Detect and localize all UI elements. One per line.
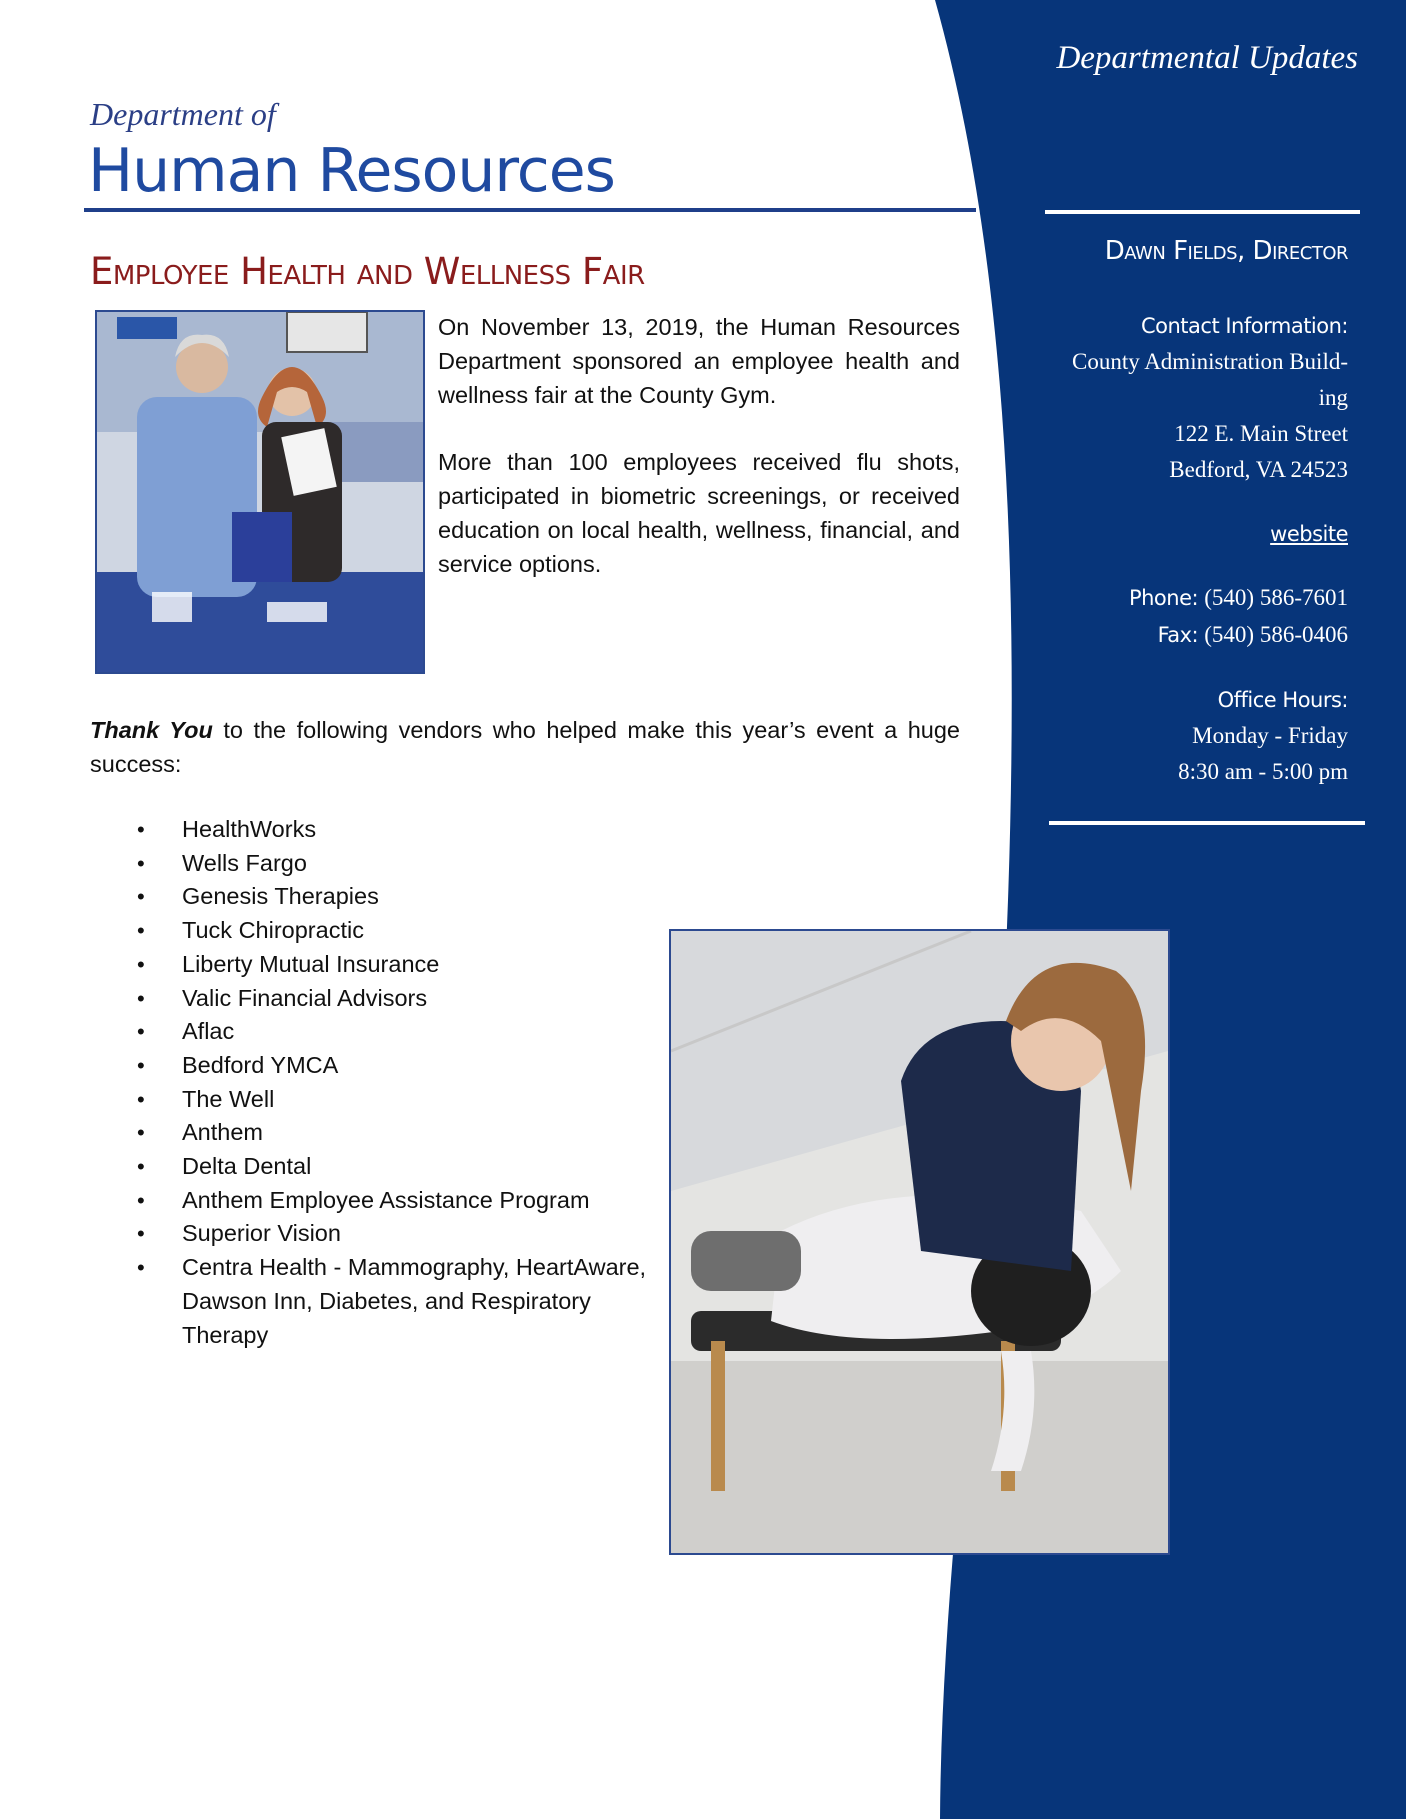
phone-label: Phone: (1128, 586, 1205, 610)
list-item: • Anthem Employee Assistance Program (90, 1184, 650, 1218)
phone-line (1018, 580, 1348, 617)
list-item: • The Well (90, 1083, 650, 1117)
title-divider (84, 208, 976, 212)
thanks-text: to the following vendors who helped make this year’s event a huge success: (90, 717, 960, 777)
phone-value: (540) 586-7601 (1204, 585, 1348, 610)
list-item: • Anthem (90, 1116, 650, 1150)
contact-block (1018, 308, 1348, 790)
address-line-1b: ing (1318, 385, 1348, 410)
contact-label: Contact Information: (1140, 314, 1348, 338)
article-title: Employee Health and Wellness Fair (90, 250, 645, 293)
thanks-paragraph (90, 713, 960, 781)
director-name: Dawn Fields, Director (1104, 236, 1348, 266)
page-title: Human Resources (88, 136, 615, 206)
fax-line (1018, 617, 1348, 654)
sidebar-divider-bottom (1049, 821, 1365, 825)
address-line-3: Bedford, VA 24523 (1169, 457, 1348, 482)
hours-days: Monday - Friday (1192, 723, 1348, 748)
department-of-label: Department of (90, 96, 276, 132)
fax-label: Fax: (1157, 623, 1205, 647)
address-line-2: 122 E. Main Street (1174, 421, 1348, 446)
fair-photo-2 (669, 929, 1170, 1555)
list-item: • Genesis Therapies (90, 880, 650, 914)
hours-label: Office Hours: (1217, 688, 1348, 712)
website-link[interactable]: website (1270, 522, 1348, 546)
list-item: • Bedford YMCA (90, 1049, 650, 1083)
list-item: • Delta Dental (90, 1150, 650, 1184)
list-item: • Superior Vision (90, 1217, 650, 1251)
list-item: • HealthWorks (90, 813, 650, 847)
address-line-1: County Administration Build- (1071, 349, 1348, 374)
hours-time: 8:30 am - 5:00 pm (1178, 759, 1348, 784)
list-item: • Aflac (90, 1015, 650, 1049)
thanks-emphasis: Thank You (90, 717, 213, 743)
sidebar-divider-top (1045, 210, 1360, 214)
intro-paragraph-1: On November 13, 2019, the Human Resources Department sponsored an employee health and wellness fair at the County Gym. (438, 314, 960, 408)
list-item: • Liberty Mutual Insurance (90, 948, 650, 982)
list-item: • Centra Health - Mammography, HeartAware, Dawson Inn, Diabetes, and Respiratory Therapy (90, 1251, 650, 1352)
fair-photo-1 (95, 310, 425, 674)
list-item: • Valic Financial Advisors (90, 982, 650, 1016)
list-item: • Tuck Chiropractic (90, 914, 650, 948)
list-item: • Wells Fargo (90, 847, 650, 881)
intro-paragraph-2: More than 100 employees received flu shots, participated in biometric screenings, or received education on local health, wellness, financial, and service options. (438, 449, 960, 577)
sidebar-heading: Departmental Updates (1056, 40, 1358, 76)
article-intro (438, 310, 960, 614)
fax-value: (540) 586-0406 (1204, 622, 1348, 647)
vendor-list (90, 813, 650, 1352)
